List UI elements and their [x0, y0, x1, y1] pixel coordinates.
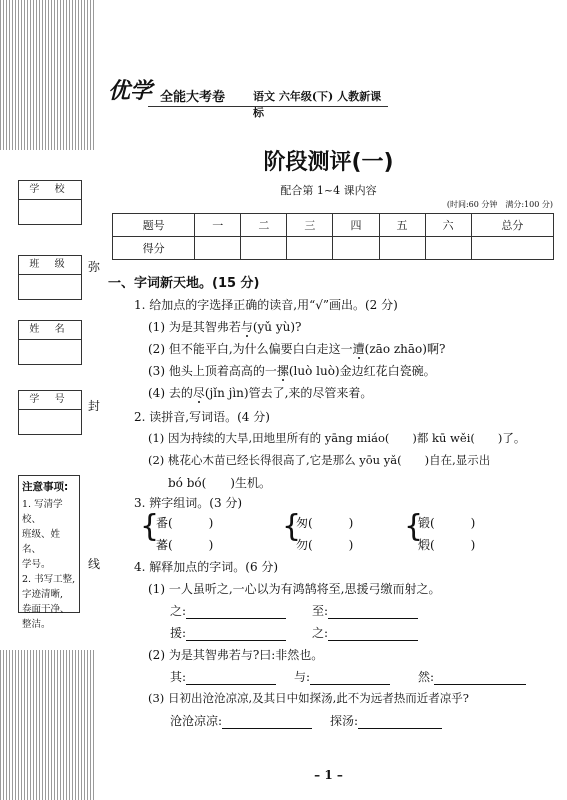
q1-item-text: (3) 他头上顶着高高的一 [148, 364, 277, 378]
notes-line: 1. 写清学校、 [22, 499, 63, 525]
answer-blank[interactable] [186, 640, 286, 641]
student-number-label: 学 号 [19, 391, 81, 410]
answer-label: 沧沧凉凉: [170, 714, 223, 728]
q1-item-text: (2) 但不能平白,为什么偏要白白走这一 [148, 342, 353, 356]
table-header: 六 [425, 214, 471, 237]
brace-icon: { [404, 509, 424, 544]
student-number-field [18, 390, 82, 435]
subject-info: 语文 六年级(下) 人教新课标 [253, 90, 382, 119]
table-header: 五 [379, 214, 425, 237]
q4-answer [330, 712, 442, 729]
brand-logo: 优学 [108, 79, 153, 104]
notes-line: 卷面干净、 [22, 604, 70, 615]
decorative-stripes-top [0, 0, 96, 150]
q4-answer [312, 624, 418, 641]
page-subtitle: 配合第 1~4 课内容 [280, 184, 377, 197]
seal-char-2: 封 [88, 399, 101, 413]
table-header: 二 [241, 214, 287, 237]
answer-blank[interactable] [186, 684, 276, 685]
answer-blank[interactable] [434, 684, 526, 685]
answer-label: 与: [294, 670, 311, 684]
time-info: (时间:60 分钟 满分:100 分) [446, 200, 553, 209]
table-header: 题号 [113, 214, 195, 237]
q2-line-3: bó bó( )生机。 [168, 476, 271, 490]
score-cell[interactable] [333, 237, 379, 260]
score-cell[interactable] [471, 237, 553, 260]
q1-item-text: (luò luò)金边红花白瓷碗。 [288, 364, 436, 378]
seal-char-1: 弥 [88, 260, 101, 274]
q4-stem: 4. 解释加点的字词。(6 分) [134, 560, 279, 574]
notes-line: 2. 书写工整, [22, 574, 76, 585]
notes-line: 班级、姓名、 [22, 529, 61, 555]
q4-answer [170, 668, 276, 685]
brace-icon: { [140, 509, 160, 544]
q4-answer [312, 602, 418, 619]
answer-label: 探汤: [330, 714, 359, 728]
q4-answer [294, 668, 390, 685]
q4-sentence-3: (3) 日初出沧沧凉凉,及其日中如探汤,此不为远者热而近者凉乎? [148, 691, 469, 705]
answer-blank[interactable] [328, 640, 418, 641]
name-label: 姓 名 [19, 321, 81, 340]
table-header: 四 [333, 214, 379, 237]
q4-sentence-1: (1) 一人虽听之,一心以为有鸿鹄将至,思援弓缴而射之。 [148, 582, 441, 596]
dotted-char: 遭 [352, 342, 365, 356]
dotted-char: 摞 [276, 364, 289, 378]
score-cell[interactable] [287, 237, 333, 260]
page-header [108, 79, 388, 119]
answer-label: 其: [170, 670, 187, 684]
table-header: 三 [287, 214, 333, 237]
q4-answer [170, 602, 286, 619]
q4-answer [170, 712, 312, 729]
notes-line: 学号。 [22, 559, 51, 570]
q1-item-3 [148, 362, 436, 379]
table-row [113, 214, 554, 237]
score-cell[interactable] [195, 237, 241, 260]
brace-icon: { [282, 509, 302, 544]
answer-blank[interactable] [310, 684, 390, 685]
q3-stem: 3. 辨字组词。(3 分) [134, 496, 243, 510]
q1-item-text: (yǔ yù)? [252, 320, 302, 334]
answer-label: 之: [170, 604, 187, 618]
q1-item-1 [148, 318, 301, 335]
seal-char-3: 线 [88, 557, 101, 571]
table-header: 总分 [471, 214, 553, 237]
page-title: 阶段测评(一) [263, 150, 394, 175]
series-name: 全能大考卷 [160, 90, 226, 105]
notes-box [18, 475, 80, 630]
q1-stem: 1. 给加点的字选择正确的读音,用“√”画出。(2 分) [134, 298, 398, 312]
q1-item-4 [148, 384, 372, 401]
answer-label: 然: [418, 670, 435, 684]
q2-line-1: (1) 因为持续的大旱,田地里所有的 yāng miáo( )都 kū wěi( )了。 [148, 431, 526, 445]
q4-sentence-2: (2) 为是其智弗若与?曰:非然也。 [148, 648, 324, 662]
q1-item-text: (jǐn jìn)管去了,来的尽管来着。 [204, 386, 373, 400]
table-header: 一 [195, 214, 241, 237]
q3-word: 番( ) [156, 516, 214, 530]
school-label: 学 校 [19, 181, 81, 200]
answer-label: 援: [170, 626, 187, 640]
answer-blank[interactable] [328, 618, 418, 619]
answer-blank[interactable] [222, 728, 312, 729]
q4-answer [170, 624, 286, 641]
section-1-title: 一、字词新天地。(15 分) [108, 276, 260, 291]
score-row-label: 得分 [113, 237, 195, 260]
dotted-char: 与 [240, 320, 253, 334]
class-label: 班 级 [19, 256, 81, 275]
q3-word: 蕃( ) [156, 538, 214, 552]
q1-item-2 [148, 340, 445, 357]
answer-label: 之: [312, 626, 329, 640]
score-cell[interactable] [379, 237, 425, 260]
q3-word: 煅( ) [418, 538, 476, 552]
answer-blank[interactable] [186, 618, 286, 619]
name-field [18, 320, 82, 365]
score-table [112, 213, 554, 260]
q3-word: 匆( ) [296, 516, 354, 530]
header-rule [148, 106, 388, 107]
q1-item-text: (1) 为是其智弗若 [148, 320, 241, 334]
dotted-char: 尽 [192, 386, 205, 400]
q4-answer [418, 668, 526, 685]
score-cell[interactable] [241, 237, 287, 260]
q2-stem: 2. 读拼音,写词语。(4 分) [134, 410, 270, 424]
notes-line: 字迹清晰, [22, 589, 64, 600]
answer-blank[interactable] [358, 728, 442, 729]
class-field [18, 255, 82, 300]
table-row [113, 237, 554, 260]
q3-word: 锻( ) [418, 516, 476, 530]
q3-word: 勿( ) [296, 538, 354, 552]
q1-item-text: (4) 去的 [148, 386, 193, 400]
notes-title: 注意事项: [22, 481, 69, 493]
notes-line: 整洁。 [22, 619, 51, 630]
score-cell[interactable] [425, 237, 471, 260]
page-number: – 1 – [314, 768, 343, 782]
q1-item-text: (zāo zhāo)啊? [364, 342, 446, 356]
q2-line-2: (2) 桃花心木苗已经长得很高了,它是那么 yōu yǎ( )自在,显示出 [148, 453, 491, 467]
answer-label: 至: [312, 604, 329, 618]
